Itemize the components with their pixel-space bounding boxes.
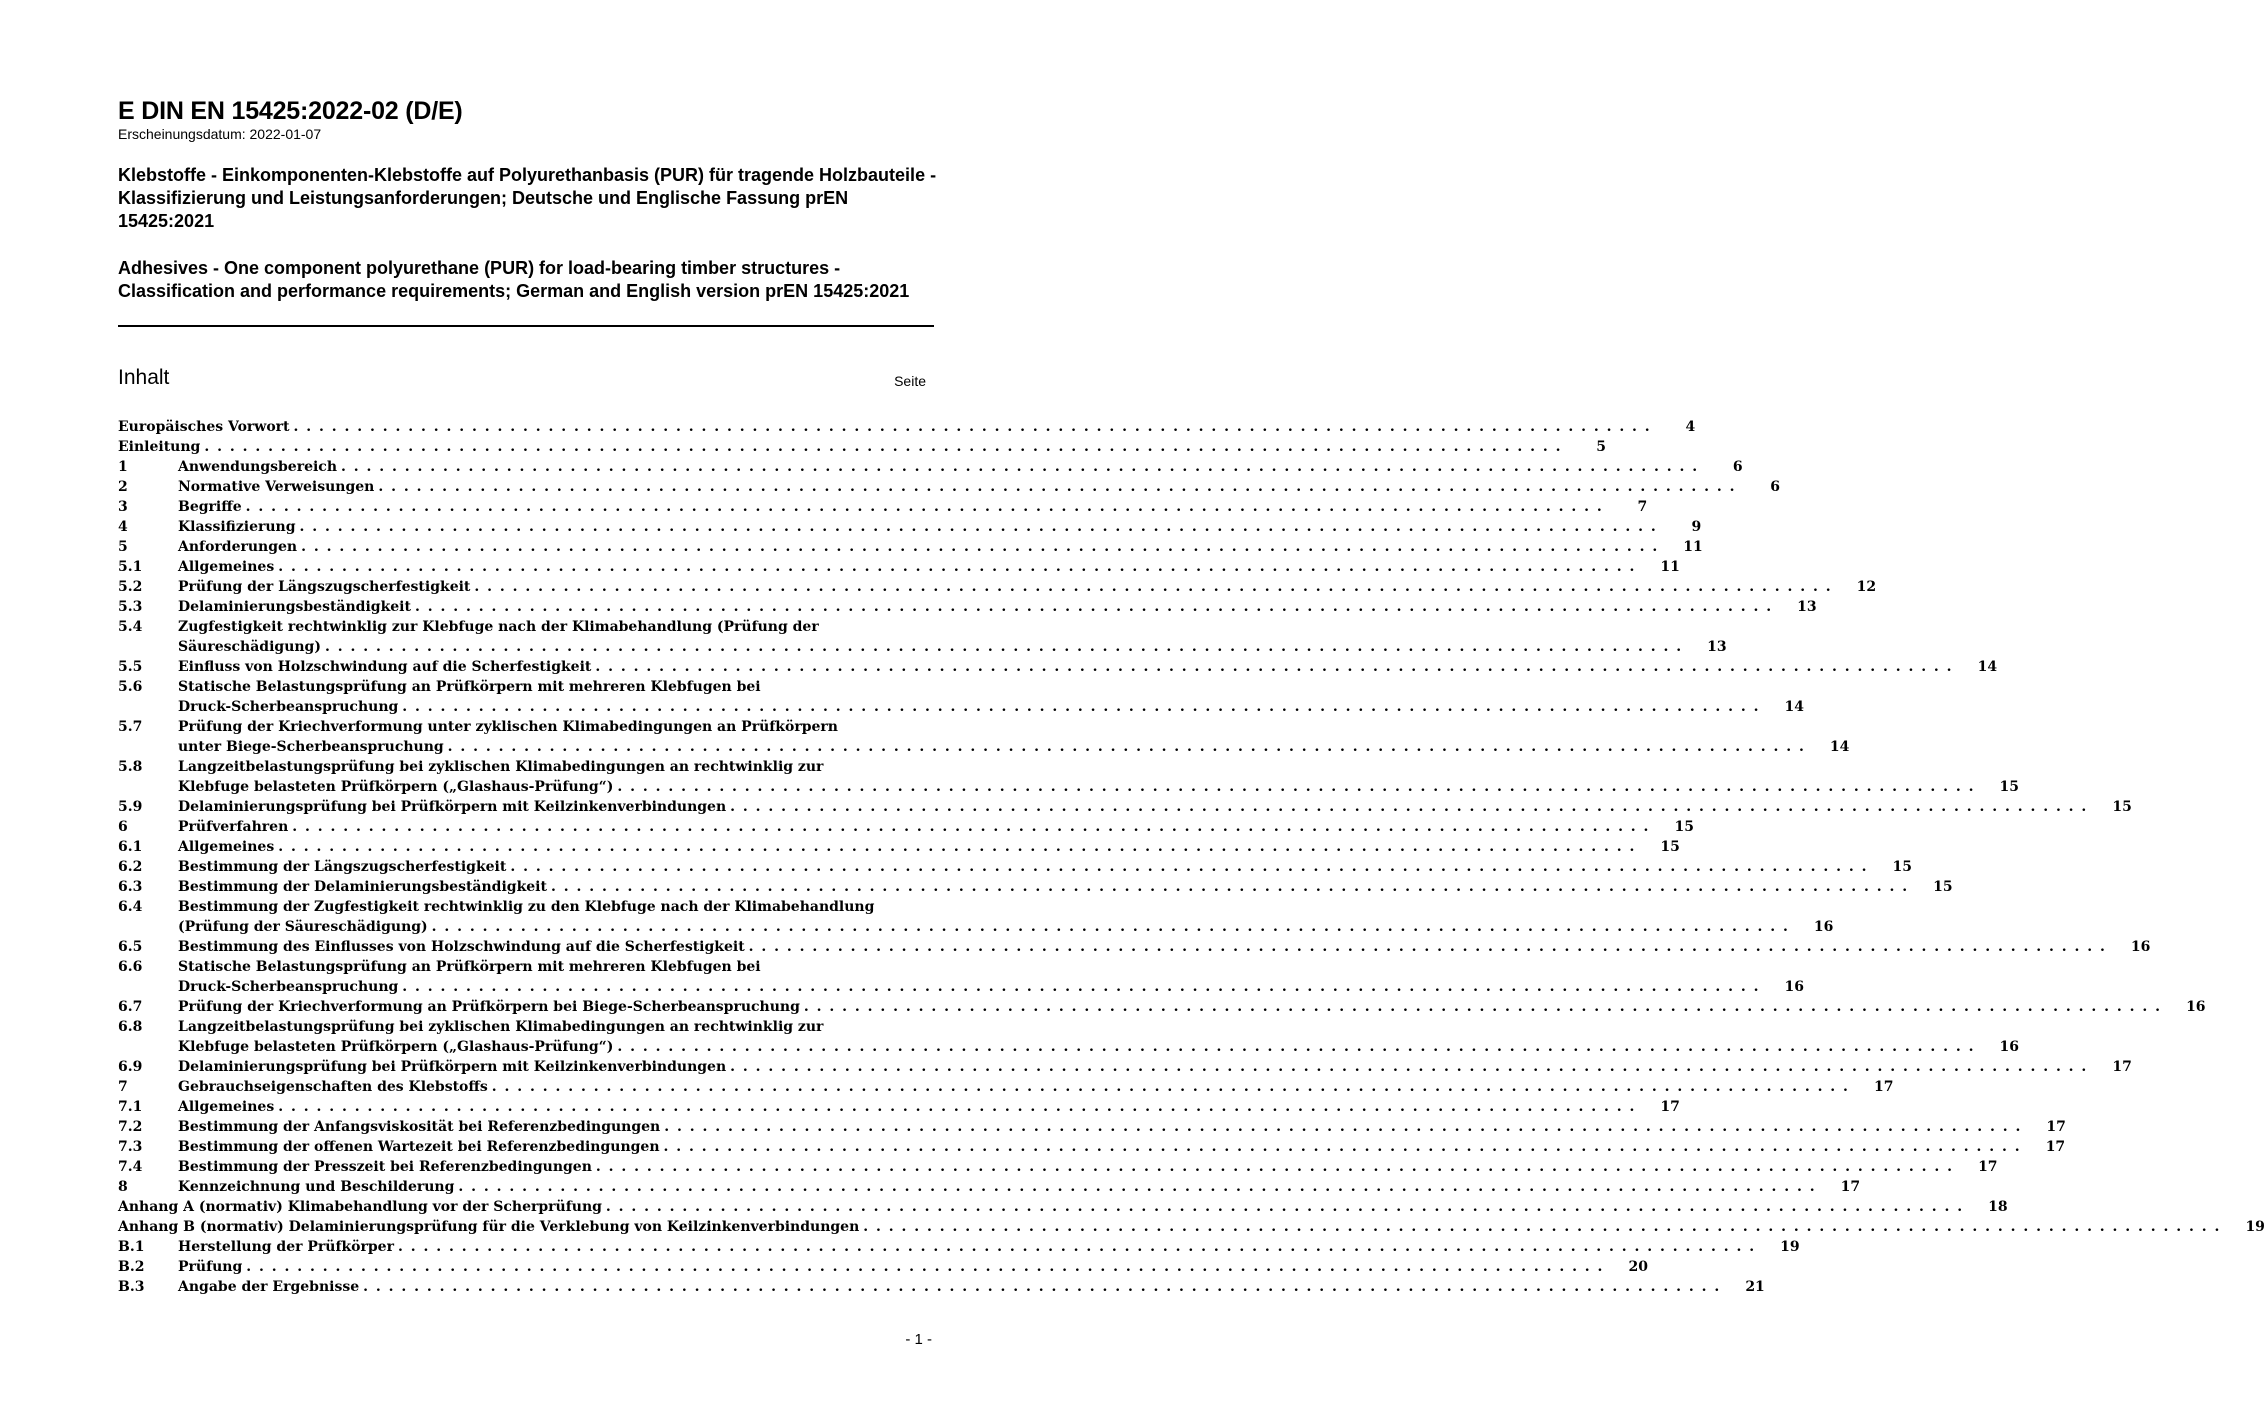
- dot-leader: [602, 1197, 1968, 1217]
- toc-entry-page: 6: [1770, 479, 1781, 495]
- toc-entry-page: 15: [1999, 779, 2019, 795]
- toc-entry-title: Statische Belastungsprüfung an Prüfkörpern mit mehreren Klebfugen bei: [178, 959, 761, 975]
- toc-entry-number: 7.4: [118, 1159, 143, 1175]
- toc-entry-title: Bestimmung der Längszugscherfestigkeit: [178, 859, 507, 875]
- header-divider: [118, 325, 934, 327]
- page-number: - 1 -: [905, 1331, 932, 1348]
- toc-entry-title: Druck-Scherbeanspruchung: [178, 979, 399, 995]
- dot-leader: [800, 997, 2166, 1017]
- toc-entry-number: B.1: [118, 1239, 145, 1255]
- toc-entry-number: 5.5: [118, 659, 143, 675]
- toc-entry[interactable]: [118, 857, 1913, 877]
- toc-entry[interactable]: [118, 957, 1804, 997]
- toc-entry[interactable]: [118, 477, 1781, 497]
- toc-entry-title: Anhang B (normativ) Delaminierungsprüfung für die Verklebung von Keilzinkenverbindungen: [118, 1219, 860, 1235]
- toc-entry-title: Anforderungen: [178, 539, 298, 555]
- toc-entry-page: 17: [1978, 1159, 1998, 1175]
- toc-entry-title: Bestimmung des Einflusses von Holzschwindung auf die Scherfestigkeit: [178, 939, 745, 955]
- toc-entry-number: 6.7: [118, 999, 143, 1015]
- dot-leader: [488, 1077, 1854, 1097]
- toc-entry-page: 12: [1856, 579, 1877, 595]
- toc-entry-page: 19: [2245, 1219, 2265, 1235]
- toc-entry-title: Delaminierungsbeständigkeit: [178, 599, 411, 615]
- toc-entry-page: 5: [1596, 439, 1606, 455]
- toc-entry-title: Delaminierungsprüfung bei Prüfkörpern mit Keilzinkenverbindungen: [178, 1059, 727, 1075]
- toc-entry-title: Kennzeichnung und Beschilderung: [178, 1179, 455, 1195]
- toc-entry-number: 7: [118, 1079, 128, 1095]
- toc-entry[interactable]: [118, 1077, 1894, 1097]
- toc-entry-title: Prüfung der Kriechverformung an Prüfkörpern bei Biege-Scherbeanspruchung: [178, 999, 800, 1015]
- toc-entry[interactable]: [118, 537, 1703, 557]
- toc-entry[interactable]: [118, 657, 1998, 677]
- toc-entry[interactable]: [118, 1177, 1861, 1197]
- dot-leader: [296, 517, 1662, 537]
- toc-entry-title: Anwendungsbereich: [178, 459, 337, 475]
- toc-entry-number: 4: [118, 519, 128, 535]
- toc-entry-number: 6.1: [118, 839, 143, 855]
- dot-leader: [506, 857, 1872, 877]
- toc-entry-title: Zugfestigkeit rechtwinklig zur Klebfuge nach der Klimabehandlung (Prüfung der: [178, 619, 819, 635]
- dot-leader: [859, 1217, 2225, 1237]
- toc-entry[interactable]: [118, 437, 1606, 457]
- toc-entry-number: 7.1: [118, 1099, 143, 1115]
- toc-entry[interactable]: [118, 1217, 2265, 1237]
- dot-leader: [454, 1177, 1820, 1197]
- dot-leader: [398, 977, 1764, 997]
- toc-entry-title: Statische Belastungsprüfung an Prüfkörpern mit mehreren Klebfugen bei: [178, 679, 761, 695]
- dot-leader: [660, 1117, 2026, 1137]
- toc-entry-number: 7.2: [118, 1119, 143, 1135]
- toc-entry[interactable]: [118, 937, 2151, 957]
- toc-entry-page: 17: [1840, 1179, 1861, 1195]
- toc-entry-title: Allgemeines: [178, 559, 275, 575]
- toc-entry-page: 17: [1660, 1099, 1680, 1115]
- toc-entry[interactable]: [118, 897, 1834, 937]
- toc-entry-number: 1: [118, 459, 128, 475]
- toc-entry-page: 4: [1685, 419, 1696, 435]
- toc-entry[interactable]: [118, 757, 2019, 797]
- toc-entry[interactable]: [118, 1017, 2019, 1057]
- toc-entry-page: 15: [1660, 839, 1680, 855]
- toc-entry[interactable]: [118, 417, 1696, 437]
- dot-leader: [374, 477, 1740, 497]
- toc-entry-title: Begriffe: [178, 499, 242, 515]
- toc-entry-title: Prüfung der Längszugscherfestigkeit: [178, 579, 471, 595]
- toc-entry-title: Klebfuge belasteten Prüfkörpern („Glashaus-Prüfung“): [178, 1039, 614, 1055]
- toc-entry-page: 14: [1829, 739, 1850, 755]
- toc-entry[interactable]: [118, 1257, 1648, 1277]
- toc-entry-page: 17: [1873, 1079, 1894, 1095]
- toc-entry-title: Druck-Scherbeanspruchung: [178, 699, 399, 715]
- toc-entry-page: 15: [1892, 859, 1913, 875]
- toc-entry-number: 5.3: [118, 599, 143, 615]
- toc-entry[interactable]: [118, 1157, 1998, 1177]
- dot-leader: [394, 1237, 1760, 1257]
- toc-entry-number: 6.2: [118, 859, 143, 875]
- dot-leader: [274, 837, 1640, 857]
- toc-entry-page: 19: [1780, 1239, 1800, 1255]
- toc-entry-title: Gebrauchseigenschaften des Klebstoffs: [178, 1079, 488, 1095]
- toc-entry[interactable]: [118, 617, 1727, 657]
- toc-entry-page: 16: [1784, 979, 1804, 995]
- toc-entry[interactable]: [118, 457, 1743, 477]
- toc-entry-page: 7: [1637, 499, 1648, 515]
- toc-entry-title: Europäisches Vorwort: [118, 419, 290, 435]
- toc-entry-title: Einfluss von Holzschwindung auf die Scherfestigkeit: [178, 659, 592, 675]
- toc-entry-title: Normative Verweisungen: [178, 479, 375, 495]
- toc-entry[interactable]: [118, 677, 1804, 717]
- dot-leader: [288, 817, 1654, 837]
- toc-entry[interactable]: [118, 1197, 2008, 1217]
- toc-entry-number: 5.1: [118, 559, 143, 575]
- toc-entry-title: Allgemeines: [178, 839, 275, 855]
- dot-leader: [470, 577, 1836, 597]
- toc-entry[interactable]: [118, 817, 1694, 837]
- toc-entry-title: Einleitung: [118, 439, 201, 455]
- dot-leader: [444, 737, 1810, 757]
- document-id: E DIN EN 15425:2022-02 (D/E): [118, 97, 463, 125]
- toc-entry-number: B.2: [118, 1259, 145, 1275]
- toc-entry-page: 13: [1797, 599, 1817, 615]
- toc-entry-number: 5.8: [118, 759, 143, 775]
- dot-leader: [290, 417, 1656, 437]
- toc-entry-page: 14: [1784, 699, 1804, 715]
- toc-entry-page: 16: [1999, 1039, 2019, 1055]
- dot-leader: [321, 637, 1687, 657]
- dot-leader: [428, 917, 1794, 937]
- toc-entry-title: (Prüfung der Säureschädigung): [178, 919, 428, 935]
- dot-leader: [411, 597, 1777, 617]
- toc-entry[interactable]: [118, 597, 1817, 617]
- toc-entry-title: Bestimmung der Presszeit bei Referenzbedingungen: [178, 1159, 592, 1175]
- dot-leader: [297, 537, 1663, 557]
- dot-leader: [591, 657, 1957, 677]
- toc-entry-page: 17: [2046, 1119, 2066, 1135]
- dot-leader: [613, 1037, 1979, 1057]
- toc-entry[interactable]: [118, 877, 1953, 897]
- toc-entry-number: B.3: [118, 1279, 145, 1295]
- toc-entry-number: 5.7: [118, 719, 143, 735]
- toc-entry-page: 13: [1707, 639, 1727, 655]
- dot-leader: [337, 457, 1703, 477]
- toc-entry-page: 11: [1660, 559, 1680, 575]
- dot-leader: [613, 777, 1979, 797]
- toc-entry-page: 9: [1691, 519, 1702, 535]
- toc-entry-number: 5.6: [118, 679, 143, 695]
- toc-entry-title: Langzeitbelastungsprüfung bei zyklischen Klimabedingungen an rechtwinklig zur: [178, 1019, 824, 1035]
- toc-entry-title: Prüfverfahren: [178, 819, 289, 835]
- toc-entry[interactable]: [118, 1277, 1765, 1297]
- dot-leader: [242, 1257, 1608, 1277]
- page-column-label: Seite: [894, 373, 926, 389]
- toc-entry-page: 15: [1674, 819, 1694, 835]
- toc-entry-number: 6.3: [118, 879, 143, 895]
- dot-leader: [547, 877, 1913, 897]
- toc-entry-page: 17: [2045, 1139, 2066, 1155]
- toc-entry-page: 21: [1745, 1279, 1765, 1295]
- toc-entry-title: Klassifizierung: [178, 519, 296, 535]
- toc-entry[interactable]: [118, 577, 1877, 597]
- toc-entry-number: 8: [118, 1179, 128, 1195]
- publication-date: Erscheinungsdatum: 2022-01-07: [118, 126, 322, 142]
- dot-leader: [200, 437, 1566, 457]
- toc-entry-title: Säureschädigung): [178, 639, 321, 655]
- dot-leader: [274, 557, 1640, 577]
- toc-entry[interactable]: [118, 1137, 2066, 1157]
- toc-entry-title: Delaminierungsprüfung bei Prüfkörpern mit Keilzinkenverbindungen: [178, 799, 727, 815]
- toc-entry-page: 16: [2186, 999, 2206, 1015]
- toc-entry-number: 6: [118, 819, 128, 835]
- toc-entry-page: 15: [2112, 799, 2132, 815]
- toc-entry-title: Anhang A (normativ) Klimabehandlung vor der Scherprüfung: [118, 1199, 602, 1215]
- toc-entry-number: 7.3: [118, 1139, 143, 1155]
- toc-entry-title: Prüfung: [178, 1259, 243, 1275]
- toc-entry-number: 6.8: [118, 1019, 143, 1035]
- dot-leader: [726, 1057, 2092, 1077]
- toc-entry[interactable]: [118, 497, 1648, 517]
- toc-entry-page: 18: [1988, 1199, 2008, 1215]
- dot-leader: [359, 1277, 1725, 1297]
- toc-entry[interactable]: [118, 1117, 2066, 1137]
- toc-entry-title: Prüfung der Kriechverformung unter zyklischen Klimabedingungen an Prüfkörpern: [178, 719, 838, 735]
- toc-entry[interactable]: [118, 517, 1702, 537]
- toc-entry-title: Herstellung der Prüfkörper: [178, 1239, 394, 1255]
- contents-heading: Inhalt: [118, 366, 170, 389]
- toc-entry-number: 5.4: [118, 619, 143, 635]
- toc-entry[interactable]: [118, 557, 1680, 577]
- toc-entry-page: 6: [1732, 459, 1743, 475]
- toc-entry-title: unter Biege-Scherbeanspruchung: [178, 739, 444, 755]
- toc-entry-page: 14: [1977, 659, 1998, 675]
- toc-entry-number: 5.9: [118, 799, 143, 815]
- toc-entry-number: 6.4: [118, 899, 143, 915]
- title-english: Adhesives - One component polyurethane (PUR) for load-bearing timber structures - Classification and performance requirements; German and English version prEN 15425:2021: [118, 258, 910, 301]
- dot-leader: [726, 797, 2092, 817]
- toc-entry[interactable]: [118, 837, 1680, 857]
- toc-entry-page: 16: [2130, 939, 2151, 955]
- toc-entry[interactable]: [118, 997, 2206, 1017]
- toc-entry[interactable]: [118, 1057, 2132, 1077]
- toc-entry[interactable]: [118, 717, 1850, 757]
- toc-entry[interactable]: [118, 797, 2132, 817]
- toc-entry[interactable]: [118, 1237, 1800, 1257]
- toc-entry-title: Bestimmung der Delaminierungsbeständigkeit: [178, 879, 547, 895]
- dot-leader: [398, 697, 1764, 717]
- dot-leader: [274, 1097, 1640, 1117]
- toc-entry-title: Klebfuge belasteten Prüfkörpern („Glashaus-Prüfung“): [178, 779, 614, 795]
- toc-entry-page: 17: [2112, 1059, 2132, 1075]
- table-of-contents: [118, 417, 2265, 1297]
- toc-entry-page: 16: [1813, 919, 1834, 935]
- toc-entry-number: 5.2: [118, 579, 143, 595]
- toc-entry-title: Allgemeines: [178, 1099, 275, 1115]
- toc-entry-number: 5: [118, 539, 128, 555]
- toc-entry-number: 3: [118, 499, 128, 515]
- title-german: Klebstoffe - Einkomponenten-Klebstoffe auf Polyurethanbasis (PUR) für tragende Holzbauteile - Klassifizierung und Leistungsanforderungen; Deutsche und Englische Fassung prEN 15425:2021: [118, 165, 937, 231]
- toc-entry-number: 2: [118, 479, 128, 495]
- toc-entry-number: 6.9: [118, 1059, 143, 1075]
- toc-entry-page: 15: [1933, 879, 1953, 895]
- toc-entry-title: Bestimmung der offenen Wartezeit bei Referenzbedingungen: [178, 1139, 660, 1155]
- toc-entry-page: 11: [1683, 539, 1703, 555]
- toc-entry-title: Bestimmung der Zugfestigkeit rechtwinklig zu den Klebfuge nach der Klimabehandlung: [178, 899, 875, 915]
- toc-entry-page: 20: [1628, 1259, 1648, 1275]
- dot-leader: [660, 1137, 2026, 1157]
- toc-entry-title: Langzeitbelastungsprüfung bei zyklischen Klimabedingungen an rechtwinklig zur: [178, 759, 824, 775]
- dot-leader: [745, 937, 2111, 957]
- toc-entry-number: 6.5: [118, 939, 143, 955]
- toc-entry-title: Bestimmung der Anfangsviskosität bei Referenzbedingungen: [178, 1119, 661, 1135]
- toc-entry[interactable]: [118, 1097, 1680, 1117]
- dot-leader: [592, 1157, 1958, 1177]
- toc-entry-title: Angabe der Ergebnisse: [178, 1279, 360, 1295]
- dot-leader: [242, 497, 1608, 517]
- toc-entry-number: 6.6: [118, 959, 143, 975]
